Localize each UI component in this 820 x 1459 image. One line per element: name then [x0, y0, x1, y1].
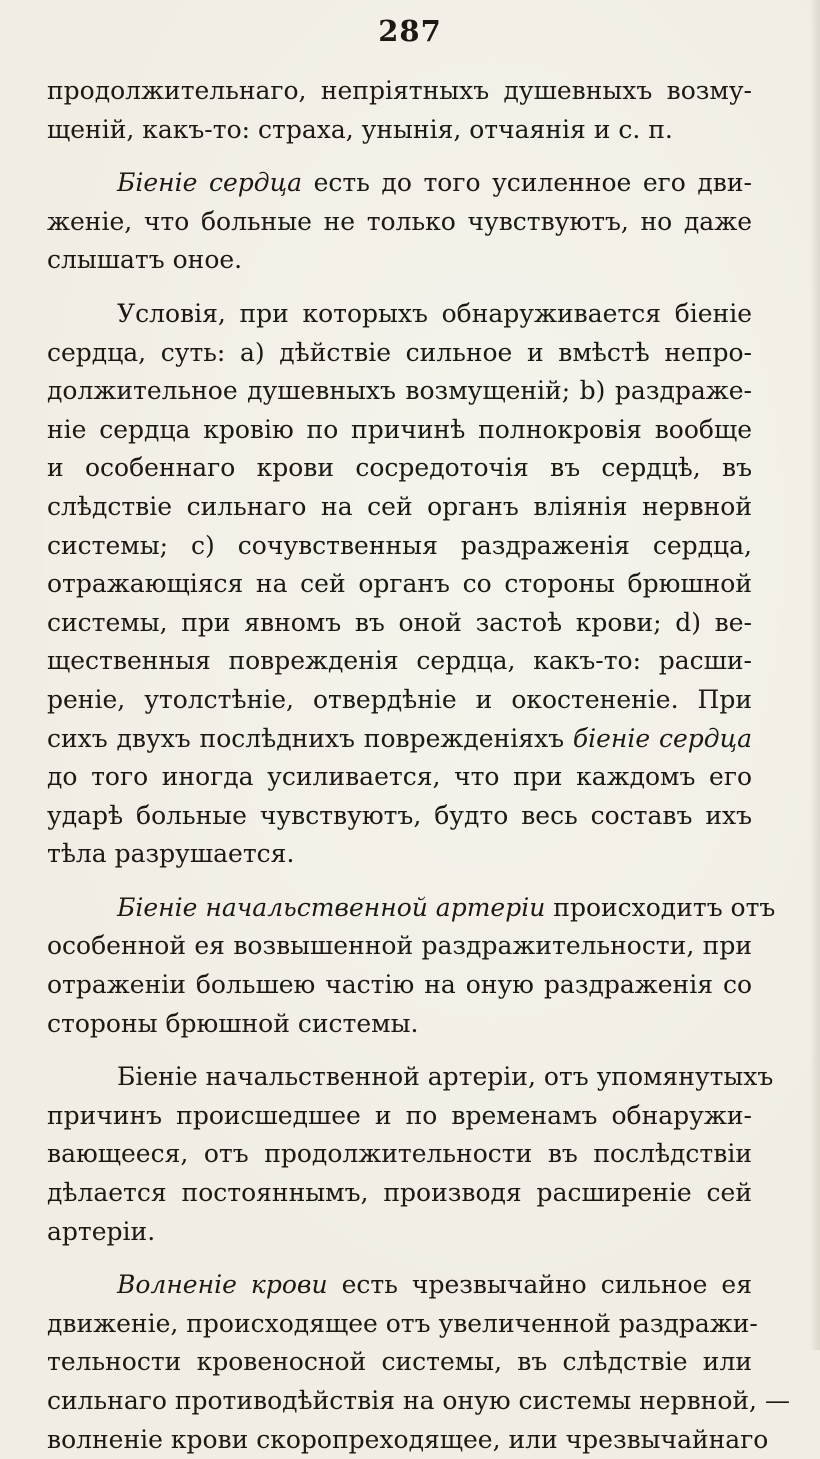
paragraph-6 — [47, 1266, 790, 1459]
paragraph-2 — [47, 164, 752, 280]
text-line: стороны брюшной системы. — [47, 1008, 419, 1038]
text-line: причинъ происшедшее и по временамъ обнаружи- — [47, 1100, 752, 1130]
page-number: 287 — [378, 14, 442, 48]
text-line: системы; c) сочувственныя раздраженія сердца, — [47, 530, 752, 560]
text-line: Условія, при которыхъ обнаруживается біеніе — [117, 298, 752, 328]
text-line — [47, 720, 752, 759]
text-line: тѣла разрушается. — [47, 839, 295, 869]
text-line — [47, 164, 752, 203]
text-line: Біеніе начальственной артеріи, отъ упомянутыхъ — [117, 1062, 774, 1092]
paragraph-4 — [47, 889, 776, 1043]
text-line: тельности кровеносной системы, въ слѣдствіе или — [47, 1347, 752, 1377]
text-line: ударѣ больные чувствуютъ, будто весь составъ ихъ — [47, 800, 752, 830]
text-line — [47, 1266, 752, 1305]
term-heart-beat: Біеніе сердца — [117, 168, 303, 198]
text-fragment: происходитъ отъ — [545, 892, 776, 922]
text-line: системы, при явномъ въ оной застоѣ крови; d) ве- — [47, 607, 752, 637]
text-fragment: сихъ двухъ послѣднихъ поврежденіяхъ — [47, 723, 573, 753]
term-heart-beat-inline: біеніе сердца — [572, 723, 752, 753]
text-line: отраженіи большею частію на оную раздраженія со — [47, 970, 752, 1000]
text-line: слышатъ оное. — [47, 245, 243, 275]
text-line: щественныя поврежденія сердца, какъ-то: расши- — [47, 646, 752, 676]
paragraph-3 — [47, 295, 752, 874]
text-line: движеніе, происходящее отъ увеличенной раздражи- — [47, 1308, 758, 1338]
text-line — [47, 889, 776, 928]
paragraph-1 — [47, 72, 752, 149]
text-line: и особеннаго крови сосредоточія въ сердцѣ, въ — [47, 453, 752, 483]
text-line: до того иногда усиливается, что при каждомъ его — [47, 762, 752, 792]
text-line: отражающіяся на сей органъ со стороны брюшной — [47, 569, 752, 599]
text-fragment: есть до того усиленное его дви- — [302, 168, 752, 198]
paragraph-5 — [47, 1058, 774, 1251]
text-fragment: есть чрезвычайно сильное ея — [327, 1270, 752, 1300]
text-line: реніе, утолстѣніе, отвердѣніе и окостененіе. При — [47, 684, 752, 714]
text-line: особенной ея возвышенной раздражительности, при — [47, 931, 752, 961]
text-line: женіе, что больные не только чувствуютъ, но даже — [47, 206, 752, 236]
page-edge-shadow — [810, 0, 820, 1350]
text-line: сильнаго противодѣйствія на оную системы нервной, — — [47, 1386, 790, 1415]
text-line: ніе сердца кровію по причинѣ полнокровія вообще — [47, 414, 752, 444]
text-line: должительное душевныхъ возмущеній; b) раздраже- — [47, 376, 752, 406]
text-line: вающееся, отъ продолжительности въ послѣдствіи — [47, 1139, 752, 1169]
text-line: продолжительнаго, непріятныхъ душевныхъ возму- — [47, 76, 752, 105]
text-line: щеній, какъ-то: страха, унынія, отчаянія и с. п. — [47, 114, 673, 144]
text-line: дѣлается постояннымъ, производя расширеніе сей — [47, 1178, 752, 1208]
page-text — [47, 72, 790, 1459]
text-line: слѣдствіе сильнаго на сей органъ вліянія нервной — [47, 491, 752, 521]
text-line: волненіе крови скоропреходящее, или чрезвычайнаго — [47, 1424, 769, 1454]
text-line: сердца, суть: a) дѣйствіе сильное и вмѣстѣ непро- — [47, 337, 752, 367]
term-aortic-beat: Біеніе начальственной артеріи — [117, 892, 546, 922]
term-blood-agitation: Волненіе крови — [117, 1270, 328, 1300]
text-line: артеріи. — [47, 1216, 156, 1246]
